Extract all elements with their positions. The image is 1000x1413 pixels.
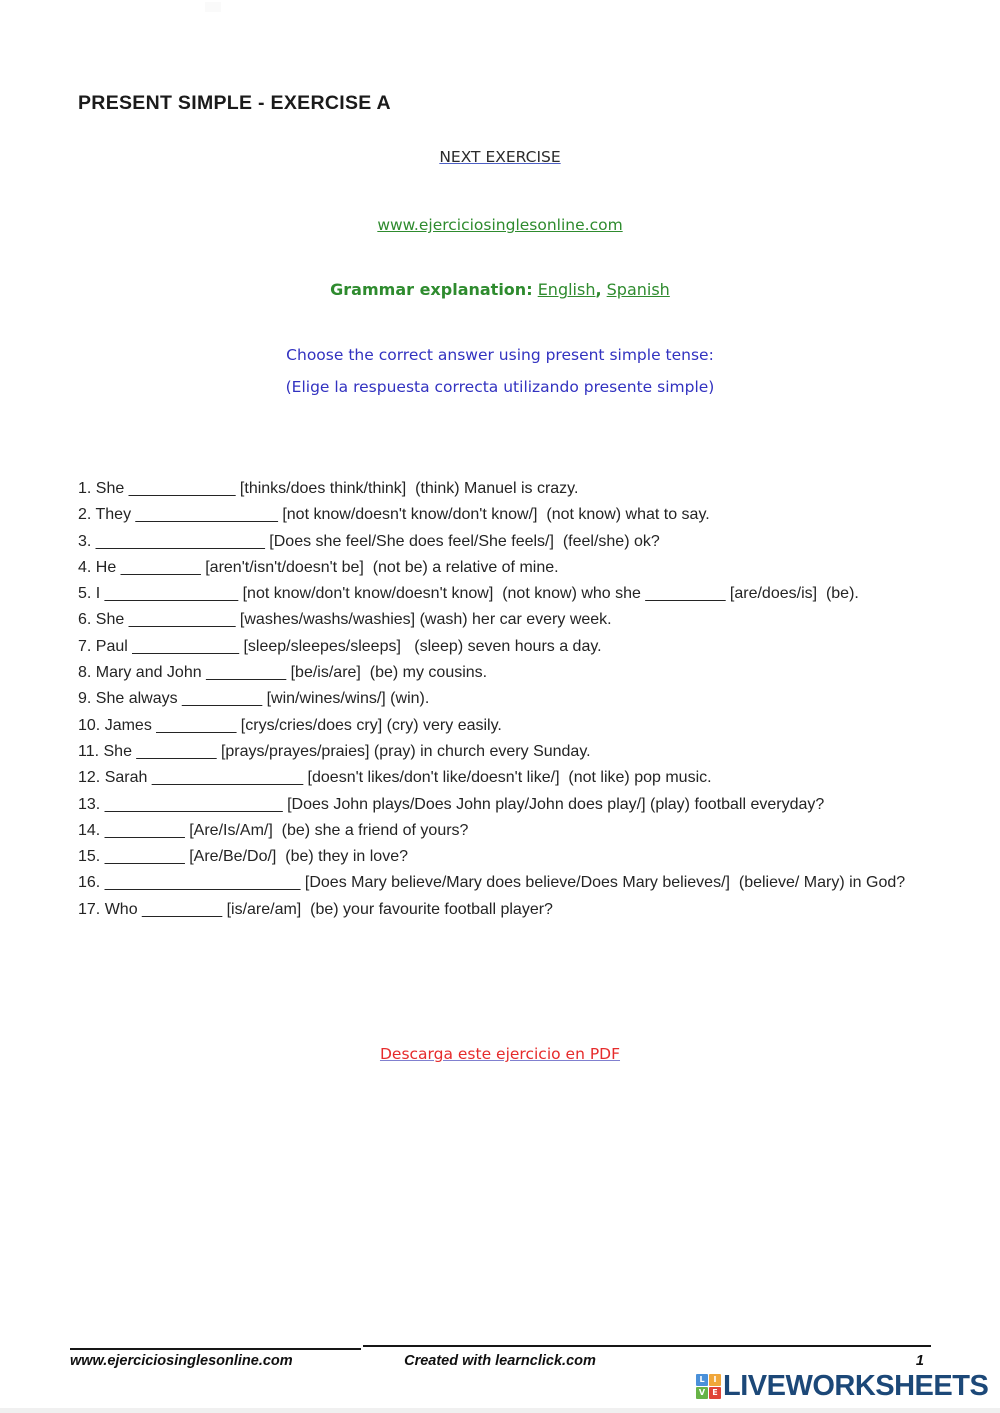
footer-site-url: www.ejerciciosinglesonline.com [70,1353,293,1369]
instruction-line-es: (Elige la respuesta correcta utilizando presente simple) [285,378,715,396]
exercise-item-7: 7. Paul ____________ [sleep/sleepes/sleeps] (sleep) seven hours a day. [78,637,602,655]
footer-divider-right [363,1345,931,1347]
scan-artifact-bottom [0,1408,1000,1413]
footer-page-number: 1 [915,1353,924,1369]
grammar-english-link[interactable]: English [537,280,596,299]
exercise-item-16: 16. ______________________ [Does Mary believe/Mary does believe/Does Mary believes/] (believe/ Mary) in God? [78,874,906,892]
scan-artifact-top [205,2,221,12]
site-link[interactable]: www.ejerciciosinglesonline.com [377,216,623,234]
exercise-item-17: 17. Who _________ [is/are/am] (be) your favourite football player? [78,900,553,918]
exercise-item-14: 14. _________ [Are/Is/Am/] (be) she a friend of yours? [78,821,469,839]
instruction-line-en: Choose the correct answer using present simple tense: [286,346,714,364]
exercise-list [78,476,923,923]
next-exercise-link[interactable]: NEXT EXERCISE [439,148,561,166]
liveworksheets-logo [696,1371,988,1401]
page-title: PRESENT SIMPLE - EXERCISE A [78,92,391,114]
exercise-item-1: 1. She ____________ [thinks/does think/think] (think) Manuel is crazy. [78,480,579,497]
exercise-item-2: 2. They ________________ [not know/doesn't know/don't know/] (not know) what to say. [78,506,710,524]
grammar-explanation-row [0,280,1000,299]
exercise-item-5: 5. I _______________ [not know/don't know/doesn't know] (not know) who she _________ [are/does/is] (be). [78,585,859,603]
footer-divider-left [70,1348,361,1350]
exercise-item-6: 6. She ____________ [washes/washs/washies] (wash) her car every week. [78,611,612,629]
grammar-spanish-link[interactable]: Spanish [606,280,670,299]
exercise-item-11: 11. She _________ [prays/prayes/praies] (pray) in church every Sunday. [78,742,591,760]
site-link-row [0,216,1000,234]
logo-square-l: L [696,1374,708,1386]
grammar-comma: , [595,280,602,299]
footer-created-with: Created with learnclick.com [404,1353,596,1369]
next-exercise-row [0,148,1000,166]
exercise-item-15: 15. _________ [Are/Be/Do/] (be) they in love? [78,848,408,866]
liveworksheets-logo-text: LIVEWORKSHEETS [723,1369,989,1402]
logo-square-e: E [709,1387,721,1399]
logo-square-v: V [696,1387,708,1399]
liveworksheets-logo-icon [696,1374,721,1399]
pdf-download-link[interactable]: Descarga este ejercicio en PDF [379,1045,621,1063]
exercise-item-8: 8. Mary and John _________ [be/is/are] (be) my cousins. [78,664,488,682]
pdf-link-row [0,1045,1000,1063]
exercise-item-4: 4. He _________ [aren't/isn't/doesn't be] (not be) a relative of mine. [78,558,559,576]
exercise-item-3: 3. ___________________ [Does she feel/She does feel/She feels/] (feel/she) ok? [78,532,660,550]
exercise-item-9: 9. She always _________ [win/wines/wins/] (win). [78,690,430,708]
exercise-item-13: 13. ____________________ [Does John plays/Does John play/John does play/] (play) football everyday? [78,795,825,813]
exercise-item-10: 10. James _________ [crys/cries/does cry] (cry) very easily. [78,716,502,734]
logo-square-i: I [709,1374,721,1386]
exercise-item-12: 12. Sarah _________________ [doesn't likes/don't like/doesn't like/] (not like) pop music. [78,769,712,787]
grammar-label: Grammar explanation: [330,280,533,299]
